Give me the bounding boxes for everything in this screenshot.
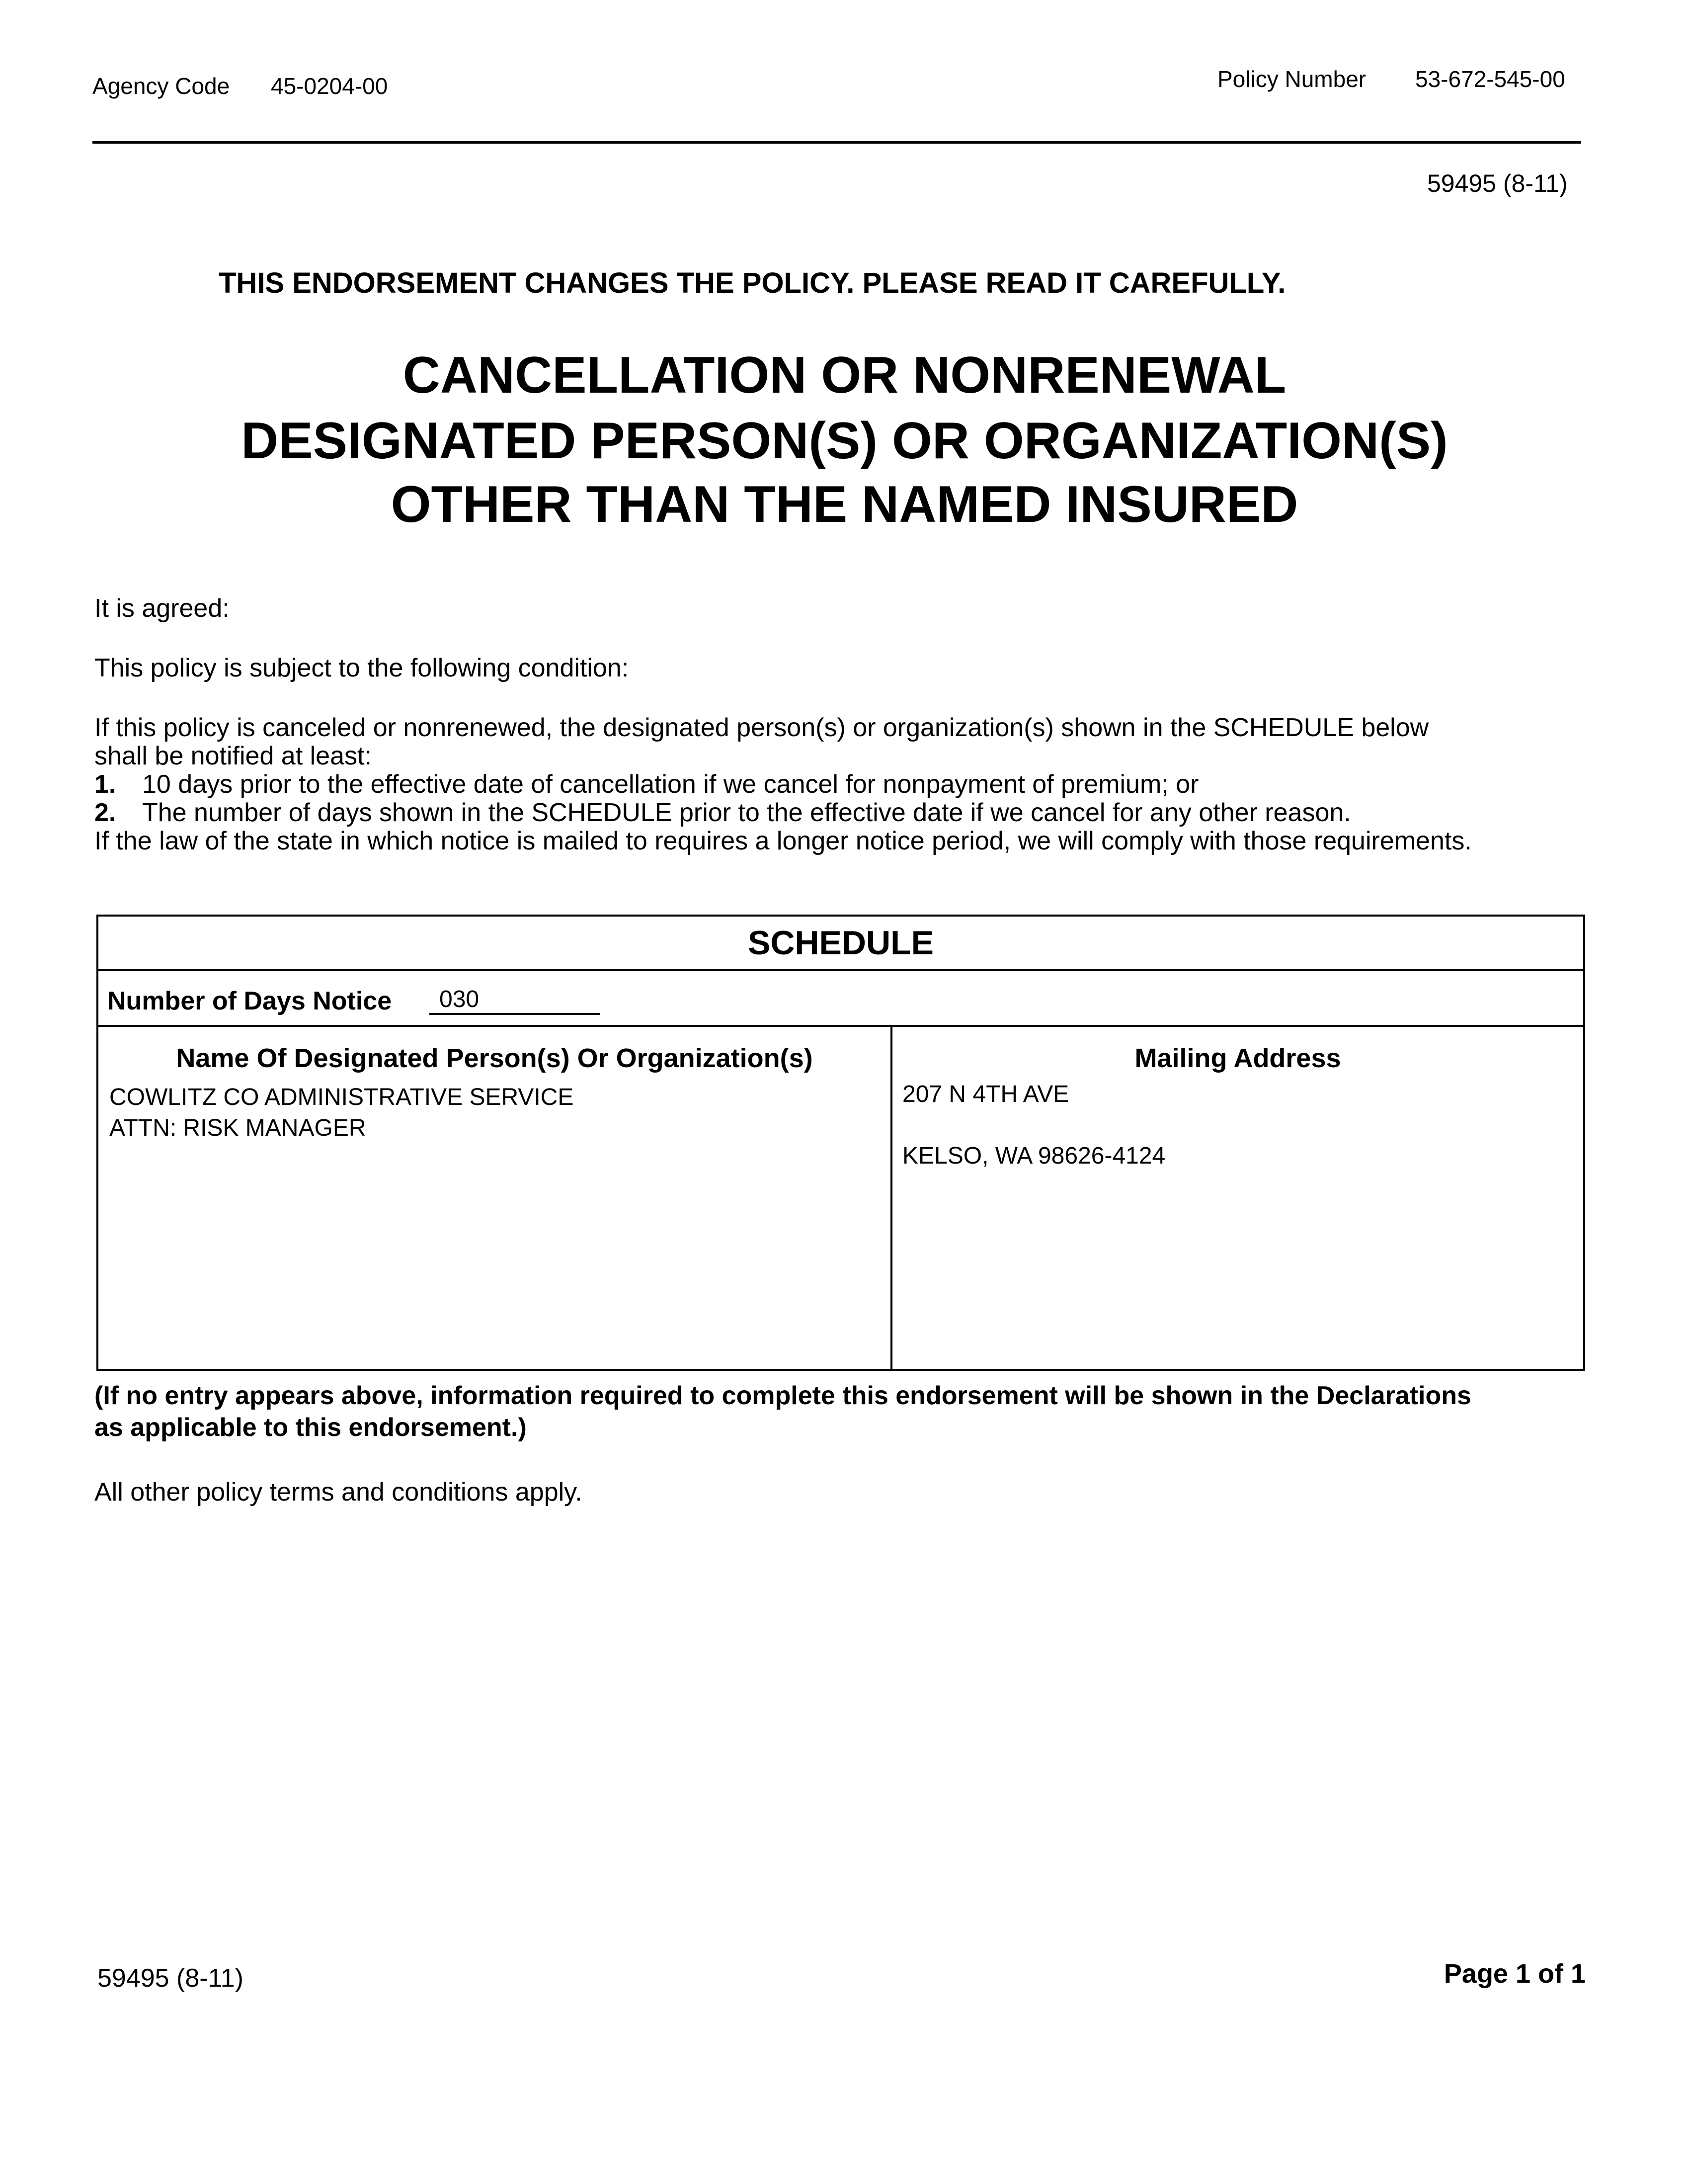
name-column-header: Name Of Designated Person(s) Or Organization(s) xyxy=(176,1043,813,1073)
item-text: The number of days shown in the SCHEDULE prior to the effective date if we cancel for any other reason. xyxy=(142,798,1351,827)
designated-name-line: ATTN: RISK MANAGER xyxy=(109,1115,366,1141)
intro-line-2: shall be notified at least: xyxy=(94,742,372,770)
days-notice-label: Number of Days Notice xyxy=(107,987,392,1015)
title-line-1: CANCELLATION OR NONRENEWAL xyxy=(402,346,1287,404)
address-column-header: Mailing Address xyxy=(1134,1043,1341,1073)
designated-name-line: COWLITZ CO ADMINISTRATIVE SERVICE xyxy=(109,1084,574,1110)
title-line-2: DESIGNATED PERSON(S) OR ORGANIZATION(S) xyxy=(241,412,1448,470)
declarations-note-line-1: (If no entry appears above, information required to complete this endorsement will be shown in the Declarations xyxy=(94,1381,1471,1410)
schedule-divider xyxy=(98,1025,1583,1027)
policy-number-value: 53-672-545-00 xyxy=(1415,66,1565,92)
closing-text: All other policy terms and conditions apply. xyxy=(94,1478,582,1507)
form-number-top: 59495 (8-11) xyxy=(1427,169,1568,197)
item-text: 10 days prior to the effective date of cancellation if we cancel for nonpayment of premium; or xyxy=(142,770,1199,799)
agency-code-value: 45-0204-00 xyxy=(271,73,388,99)
form-number-footer: 59495 (8-11) xyxy=(97,1964,243,1993)
schedule-table xyxy=(96,915,1585,1371)
agreed-text: It is agreed: xyxy=(94,594,230,623)
policy-number-label: Policy Number xyxy=(1217,66,1367,92)
intro-line-1: If this policy is canceled or nonrenewed, the designated person(s) or organization(s) shown in the SCHEDULE below xyxy=(94,713,1429,742)
address-line: 207 N 4TH AVE xyxy=(902,1081,1069,1107)
agency-code-label: Agency Code xyxy=(92,73,230,99)
law-text: If the law of the state in which notice is mailed to requires a longer notice period, we will comply with those requirements. xyxy=(94,827,1472,855)
days-notice-value: 030 xyxy=(429,986,600,1015)
item-number: 2. xyxy=(94,798,116,827)
address-line: KELSO, WA 98626-4124 xyxy=(902,1143,1166,1169)
title-line-3: OTHER THAN THE NAMED INSURED xyxy=(391,476,1298,533)
page-number: Page 1 of 1 xyxy=(1444,1959,1586,1989)
subject-text: This policy is subject to the following condition: xyxy=(94,654,629,682)
item-number: 1. xyxy=(94,770,116,799)
endorsement-notice: THIS ENDORSEMENT CHANGES THE POLICY. PLEASE READ IT CAREFULLY. xyxy=(219,267,1286,299)
schedule-title: SCHEDULE xyxy=(747,924,934,962)
column-divider xyxy=(890,1025,892,1369)
schedule-divider xyxy=(98,969,1583,971)
header-divider xyxy=(92,141,1581,144)
declarations-note-line-2: as applicable to this endorsement.) xyxy=(94,1413,527,1442)
